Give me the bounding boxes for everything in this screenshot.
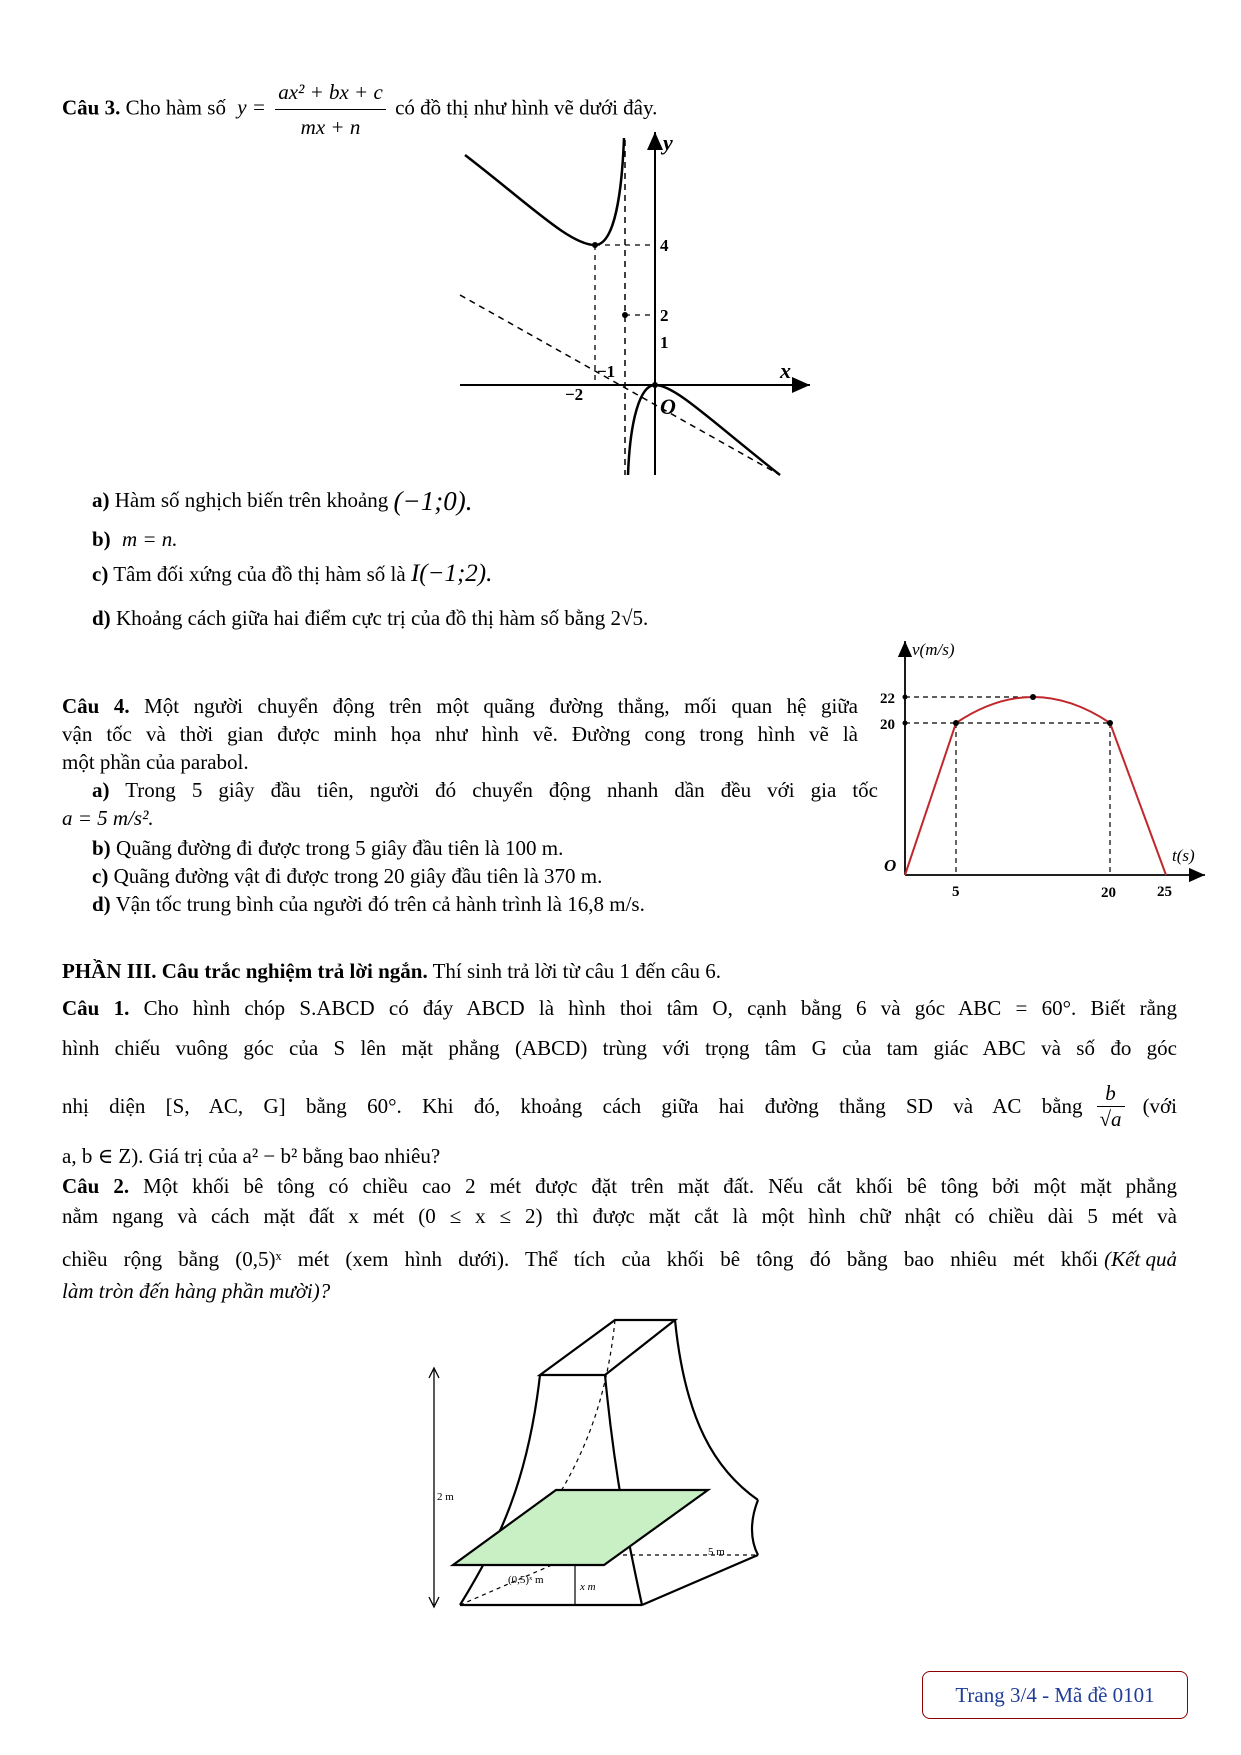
q4-point-5-20	[953, 720, 959, 726]
q3-tick-2: 2	[660, 306, 669, 325]
q3-tick-m1: −1	[597, 362, 616, 381]
q3-center-point	[622, 312, 628, 318]
q3-tick-m2: −2	[565, 385, 584, 404]
q3-min-point	[592, 242, 598, 248]
part3-subtitle: Thí sinh trả lời từ câu 1 đến câu 6.	[432, 959, 722, 983]
q1-frac-num: b	[1097, 1081, 1125, 1107]
q4-tick-t25: 25	[1157, 884, 1172, 900]
q3-numerator: ax² + bx + c	[275, 75, 386, 110]
q1-line3b: (với	[1142, 1093, 1177, 1118]
q4-tick-20: 20	[880, 717, 895, 733]
q3-option-c	[92, 558, 492, 590]
q3-option-a	[92, 484, 472, 517]
q3-d-text: Khoảng cách giữa hai điểm cực trị của đồ thị hàm số bằng	[115, 606, 606, 630]
q4-origin-label: O	[884, 856, 897, 875]
part3-title: PHẦN III. Câu trắc nghiệm trả lời ngắn.	[62, 959, 428, 983]
q4-label: Câu 4.	[62, 694, 130, 718]
q3-d-math: 2√5.	[610, 606, 649, 630]
q3-label: Câu 3.	[62, 95, 121, 120]
q3-intro: Cho hàm số	[125, 95, 226, 120]
q2-line3a: chiều rộng bằng (0,5)ˣ mét (xem hình dưới). Thể tích của khối bê tông đó bằng bao nhiêu mét khối	[62, 1247, 1099, 1271]
q1-line4: a, b ∈ Z). Giá trị của a² − b² bằng bao nhiêu?	[62, 1144, 441, 1168]
q3-a-math: (−1;0).	[393, 486, 473, 516]
q3-b-label: b)	[92, 527, 111, 551]
q4-tick-22: 22	[880, 691, 895, 707]
q2-length-label: 5 m	[708, 1546, 725, 1558]
q3-fraction	[275, 75, 386, 144]
q3-b-math: m = n.	[121, 527, 178, 551]
q3-d-label: d)	[92, 606, 111, 630]
q3-graph	[450, 130, 810, 480]
q3-c-text: Tâm đối xứng của đồ thị hàm số là	[113, 562, 406, 586]
q2-line3	[62, 1244, 1177, 1274]
q3-left-branch	[465, 138, 624, 245]
q3-axis-x-label: x	[780, 358, 791, 383]
q4-v-label: v(m/s)	[912, 640, 955, 659]
q2-line1-text: Một khối bê tông có chiều cao 2 mét được đặt trên mặt đất. Nếu cắt khối bê tông bởi một mặt phẳng	[143, 1174, 1177, 1198]
q2-height-label: 2 m	[437, 1491, 454, 1503]
q4-option-b	[92, 835, 563, 861]
q1-fraction	[1097, 1081, 1125, 1132]
q4-decel-segment	[1110, 723, 1166, 875]
q4-line3: một phần của parabol.	[62, 750, 249, 774]
q1-line3a: nhị diện [S, AC, G] bằng 60°. Khi đó, khoảng cách giữa hai đường thẳng SD và AC bằng	[62, 1093, 1083, 1118]
q4-c-text: Quãng đường vật đi được trong 20 giây đầu tiên là 370 m.	[113, 864, 603, 888]
q4-line1	[62, 693, 858, 719]
q2-line1	[62, 1173, 1177, 1199]
q4-b-label: b)	[92, 836, 111, 860]
page-footer: Trang 3/4 - Mã đề 0101	[922, 1671, 1188, 1719]
q4-option-c	[92, 863, 602, 889]
q4-tick-t5: 5	[952, 884, 960, 900]
q2-x-label: x m	[580, 1581, 596, 1593]
q2-cross-section-layer	[420, 1310, 860, 1635]
q3-option-d	[92, 602, 648, 634]
q3-tick-1: 1	[660, 333, 669, 352]
q1-line3	[62, 1075, 1177, 1137]
q3-tick-4: 4	[660, 236, 669, 255]
q3-max-point	[652, 382, 658, 388]
q4-point-vertex	[1030, 694, 1036, 700]
q2-line3b: (Kết quả	[1104, 1247, 1177, 1271]
q3-option-b	[92, 526, 178, 552]
q2-width-label: (0,5)ˣ m	[508, 1574, 544, 1586]
q4-tick-t20: 20	[1101, 885, 1116, 901]
q4-graph	[870, 635, 1210, 905]
q4-option-d	[92, 891, 645, 917]
q4-b-text: Quãng đường đi được trong 5 giây đầu tiên là 100 m.	[115, 836, 564, 860]
q1-label: Câu 1.	[62, 996, 130, 1020]
q3-a-text: Hàm số nghịch biến trên khoảng	[114, 488, 389, 512]
q1-line1-text: Cho hình chóp S.ABCD có đáy ABCD là hình thoi tâm O, cạnh bằng 6 và góc ABC = 60°. Biết rằng	[143, 996, 1177, 1020]
q4-accel-segment	[905, 723, 956, 875]
q4-a-label: a)	[92, 778, 110, 802]
q4-a-text1: Trong 5 giây đầu tiên, người đó chuyển động nhanh dần đều với gia tốc	[125, 778, 878, 802]
q4-line2: vận tốc và thời gian được minh họa như hình vẽ. Đường cong trong hình vẽ là	[62, 722, 858, 746]
q4-d-label: d)	[92, 892, 111, 916]
q4-parabola-segment	[956, 697, 1110, 723]
q2-cross-section	[453, 1490, 708, 1565]
q4-option-a	[92, 777, 878, 803]
q3-c-math: I(−1;2).	[410, 560, 493, 587]
q4-line1-text: Một người chuyển động trên một quãng đường thẳng, mối quan hệ giữa	[144, 694, 858, 718]
q4-tick-20-dot	[903, 721, 908, 726]
q3-denominator: mx + n	[300, 115, 361, 139]
q2-label: Câu 2.	[62, 1174, 130, 1198]
q3-axis-y-label: y	[663, 130, 673, 155]
q3-right-branch	[628, 385, 780, 475]
q4-d-text: Vận tốc trung bình của người đó trên cả hành trình là 16,8 m/s.	[115, 892, 645, 916]
q1-frac-den: √a	[1099, 1106, 1122, 1131]
q3-origin-label: O	[660, 394, 676, 419]
q3-func-y: y =	[237, 95, 266, 120]
q3-after: có đồ thị như hình vẽ dưới đây.	[395, 95, 658, 120]
q4-t-label: t(s)	[1172, 846, 1195, 865]
q2-line4: làm tròn đến hàng phần mười)?	[62, 1279, 331, 1303]
q4-tick-22-dot	[903, 695, 908, 700]
q4-a-text2: a = 5 m/s².	[62, 806, 154, 830]
q4-c-label: c)	[92, 864, 109, 888]
q3-a-label: a)	[92, 488, 110, 512]
q3-c-label: c)	[92, 562, 109, 586]
q2-line2: nằm ngang và cách mặt đất x mét (0 ≤ x ≤ 2) thì được mặt cắt là một hình chữ nhật có chiều dài 5 mét và	[62, 1204, 1177, 1228]
q1-line2: hình chiếu vuông góc của S lên mặt phẳng (ABCD) trùng với trọng tâm G của tam giác ABC và số đo góc	[62, 1036, 1177, 1060]
q4-point-20-20	[1107, 720, 1113, 726]
part3-heading	[62, 958, 721, 984]
q1-line1	[62, 995, 1177, 1021]
